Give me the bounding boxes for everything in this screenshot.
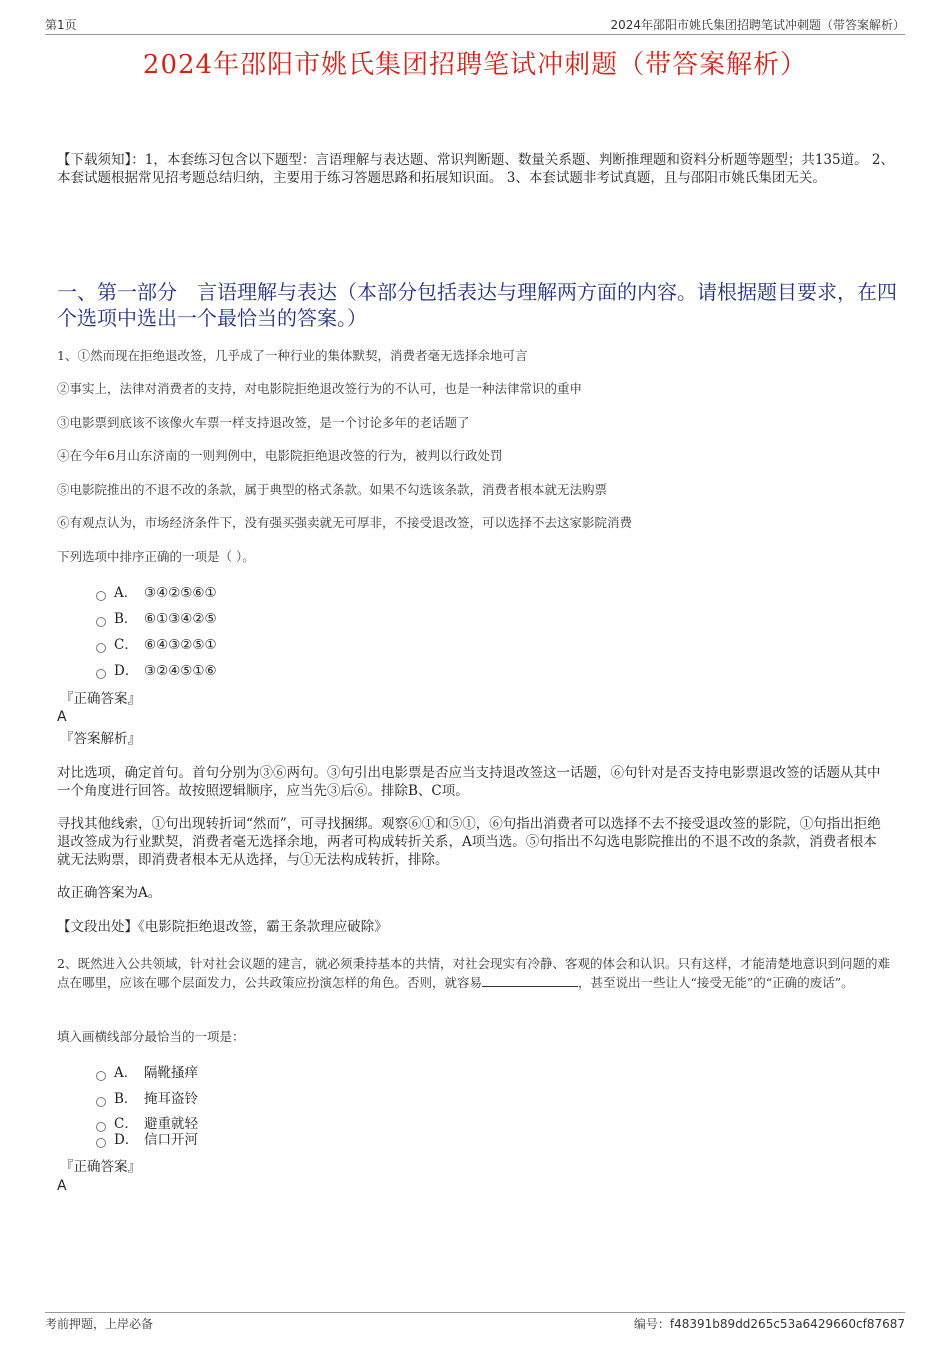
radio-icon[interactable] (96, 591, 106, 601)
q1-answer-label: 『正确答案』 (60, 691, 141, 707)
q2-stem: 2、既然进入公共领域，针对社会议题的建言，就必须秉持基本的共情，对社会现实有冷静、客观的体会和认识。只有这样，才能清楚地意识到问题的难点在哪里，应该在哪个层面发力，公共政策应扮演怎样的角色。否则，就容易 ，甚至说出一些让人“接受无能”的“正确的废话”。 (57, 956, 890, 990)
q2-option-d[interactable]: D． 信口开河 (96, 1131, 198, 1149)
q1-analysis-1: 对比选项，确定首句。首句分别为③⑥两句。③句引出电影票是否应当支持退改签这一话题，⑥句针对是否支持电影票退改签的话题从其中一个角度进行回答。故按照逻辑顺序，应当先③后⑥。排除B、C项。 (57, 765, 881, 799)
q1-source: 【文段出处】《电影院拒绝退改签，霸王条款理应破除》 (57, 919, 388, 935)
q1-line-6: ⑥有观点认为，市场经济条件下，没有强买强卖就无可厚非，不接受退改签，可以选择不去这家影院消费 (57, 515, 633, 530)
footer-doc-id: 编号：f48391b89dd265c53a6429660cf87687 (633, 1317, 905, 1331)
q1-option-c[interactable]: C． ⑥④③②⑤① (96, 636, 217, 654)
q1-answer: A (57, 709, 67, 725)
q2-option-c[interactable]: C． 避重就轻 (96, 1115, 198, 1133)
q1-analysis-label: 『答案解析』 (60, 731, 141, 747)
q1-option-b[interactable]: B． ⑥①③④②⑤ (96, 610, 217, 628)
q1-analysis-3: 故正确答案为A。 (57, 885, 162, 901)
q2-answer-label: 『正确答案』 (60, 1159, 141, 1175)
q1-line-4: ④在今年6月山东济南的一则判例中，电影院拒绝退改签的行为，被判以行政处罚 (57, 448, 503, 463)
q2-option-b[interactable]: B． 掩耳盗铃 (96, 1090, 198, 1108)
q2-prompt: 填入画横线部分最恰当的一项是： (57, 1029, 245, 1044)
q1-line-1: 1、①然而现在拒绝退改签，几乎成了一种行业的集体默契，消费者毫无选择余地可言 (57, 348, 528, 363)
radio-icon[interactable] (96, 643, 106, 653)
section-title: 一、第一部分 言语理解与表达（本部分包括表达与理解两方面的内容。请根据题目要求，在四个选项中选出一个最恰当的答案。） (57, 280, 897, 330)
fill-blank (482, 974, 578, 987)
download-notice: 【下载须知】：1，本套练习包含以下题型：言语理解与表达题、常识判断题、数量关系题、判断推理题和资料分析题等题型；共135道。 2、本套试题根据常见招考题总结归纳，主要用于练习答题思路和拓展知识面。 3、本套试题非考试真题，且与邵阳市姚氏集团无关。 (57, 152, 894, 186)
radio-icon[interactable] (96, 1071, 106, 1081)
radio-icon[interactable] (96, 617, 106, 627)
document-title: 2024年邵阳市姚氏集团招聘笔试冲刺题（带答案解析） (142, 50, 808, 80)
radio-icon[interactable] (96, 1138, 106, 1148)
page-header (45, 14, 905, 35)
radio-icon[interactable] (96, 669, 106, 679)
q1-prompt: 下列选项中排序正确的一项是（ ）。 (57, 549, 255, 564)
q1-option-a[interactable]: A． ③④②⑤⑥① (96, 584, 217, 602)
q2-answer: A (57, 1178, 67, 1194)
page-number: 第1页 (45, 18, 77, 32)
q1-analysis-2: 寻找其他线索，①句出现转折词“然而”，可寻找捆绑。观察⑥①和⑤①，⑥句指出消费者可以选择不去不接受退改签的影院，①句指出拒绝退改签成为行业默契，消费者毫无选择余地，两者可构成转折关系，A项当选。⑤句指出不勾选电影院推出的不退不改的条款，消费者根本就无法购票，即消费者根本无从选择，与①无法构成转折，排除。 (57, 816, 881, 868)
q1-option-d[interactable]: D． ③②④⑤①⑥ (96, 662, 217, 680)
radio-icon[interactable] (96, 1122, 106, 1132)
q1-line-3: ③电影票到底该不该像火车票一样支持退改签，是一个讨论多年的老话题了 (57, 415, 470, 430)
page-footer (45, 1312, 905, 1333)
footer-slogan: 考前押题，上岸必备 (45, 1317, 154, 1331)
radio-icon[interactable] (96, 1097, 106, 1107)
q1-line-2: ②事实上，法律对消费者的支持，对电影院拒绝退改签行为的不认可，也是一种法律常识的重申 (57, 381, 583, 396)
header-doc-title: 2024年邵阳市姚氏集团招聘笔试冲刺题（带答案解析） (610, 18, 905, 32)
q1-line-5: ⑤电影院推出的不退不改的条款，属于典型的格式条款。如果不勾选该条款，消费者根本就无法购票 (57, 482, 608, 497)
q2-option-a[interactable]: A． 隔靴搔痒 (96, 1064, 198, 1082)
